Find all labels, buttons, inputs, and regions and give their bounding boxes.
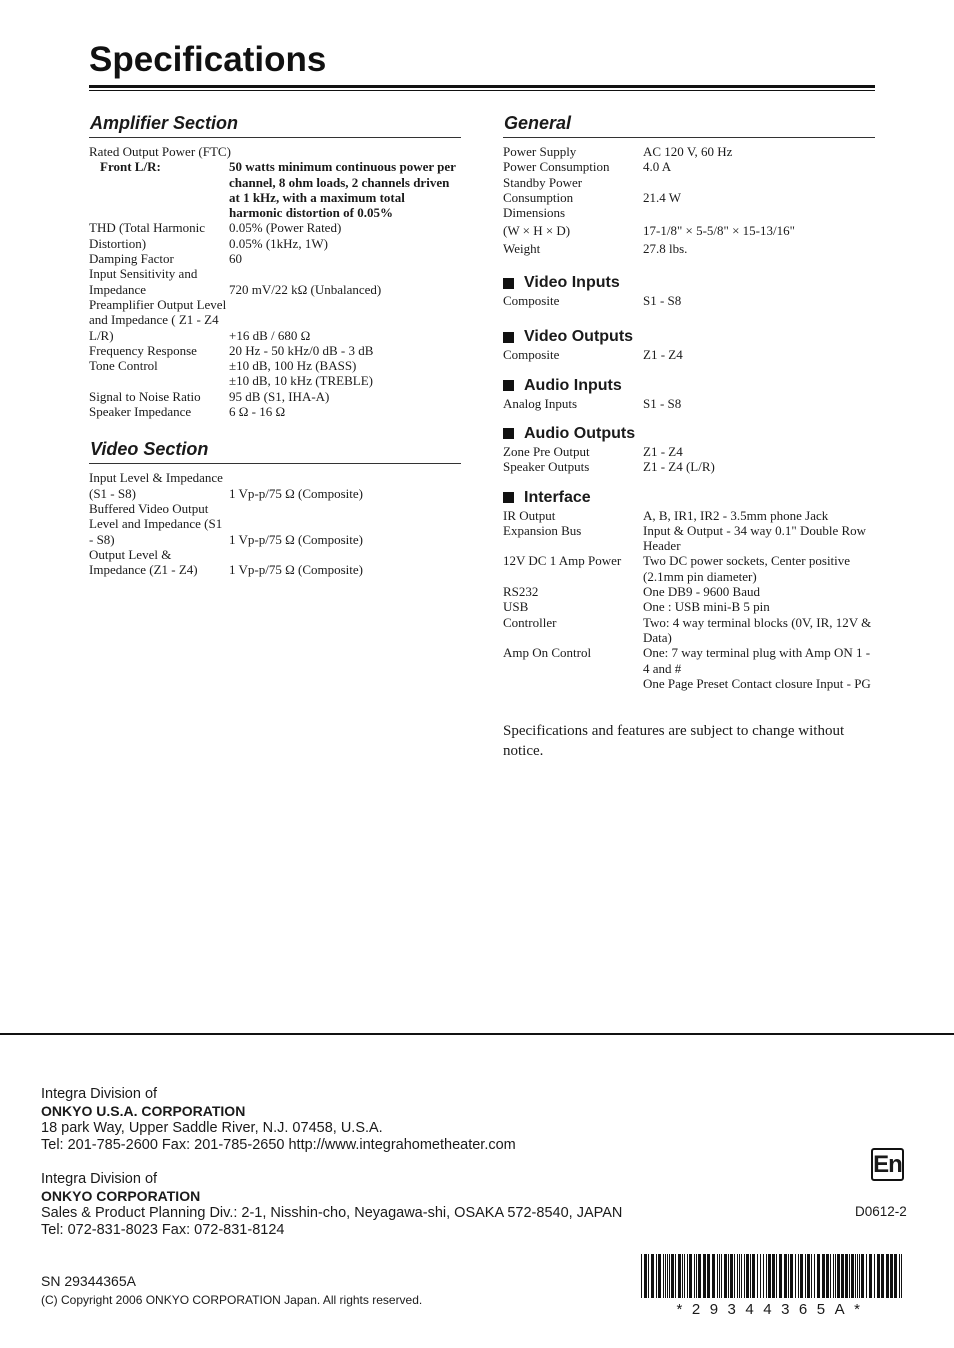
barcode-bar	[741, 1254, 742, 1298]
barcode-bar	[682, 1254, 683, 1298]
video-input-label: Input Level & Impedance (S1 - S8)	[89, 470, 223, 501]
dimensions-label: Dimensions (W × H × D)	[503, 205, 571, 239]
barcode-bar	[835, 1254, 836, 1298]
barcode-bar	[734, 1254, 735, 1298]
front-lr-row	[89, 159, 461, 220]
barcode-bar	[651, 1254, 654, 1298]
ir-output-row	[503, 508, 875, 523]
barcode-bar	[859, 1254, 860, 1298]
speaker-impedance-label: Speaker Impedance	[89, 404, 192, 420]
footer-rule	[0, 1033, 954, 1035]
general-spec-list	[503, 144, 875, 256]
amplifier-spec-list	[89, 144, 461, 419]
barcode-bar	[644, 1254, 647, 1298]
audio-inputs-heading: Audio Inputs	[503, 377, 875, 395]
barcode-bar	[696, 1254, 697, 1298]
ir-output-value: A, B, IR1, IR2 - 3.5mm phone Jack	[643, 507, 829, 523]
barcode-bar	[728, 1254, 729, 1298]
audio-inputs-value: S1 - S8	[643, 395, 682, 411]
thd-value: 0.05% (Power Rated) 0.05% (1kHz, 1W)	[229, 220, 342, 251]
thd-label: THD (Total Harmonic Distortion)	[89, 220, 206, 251]
ir-output-label: IR Output	[503, 507, 556, 523]
barcode-bar	[712, 1254, 715, 1298]
standby-value: 21.4 W	[643, 189, 682, 205]
barcode-bar	[798, 1254, 799, 1298]
barcode-bar	[746, 1254, 749, 1298]
tone-row	[89, 358, 461, 389]
barcode-bar	[874, 1254, 875, 1298]
japan-address-block	[41, 1171, 622, 1239]
barcode-bar	[658, 1254, 661, 1298]
right-column	[503, 113, 875, 761]
amp-on-row	[503, 645, 875, 691]
barcode-bar	[790, 1254, 793, 1298]
barcode-bar	[807, 1254, 810, 1298]
barcode-bar	[752, 1254, 755, 1298]
rs232-row	[503, 584, 875, 599]
audio-inputs-label: Analog Inputs	[503, 395, 578, 411]
snr-value: 95 dB (S1, IHA-A)	[229, 388, 330, 404]
barcode-bar	[855, 1254, 856, 1298]
preamp-output-value: +16 dB / 680 Ω	[229, 327, 311, 343]
barcode-bar	[877, 1254, 880, 1298]
barcode-bar	[814, 1254, 815, 1298]
input-sensitivity-row	[89, 266, 461, 297]
dimensions-row	[503, 205, 875, 239]
dc-power-value: Two DC power sockets, Center positive (2.1mm pin diameter)	[643, 553, 851, 584]
speaker-outputs-row	[503, 459, 875, 474]
barcode-bar	[665, 1254, 666, 1298]
barcode-bar	[841, 1254, 844, 1298]
barcode-bar	[788, 1254, 789, 1298]
square-bullet-icon	[503, 332, 514, 343]
weight-value: 27.8 lbs.	[643, 240, 688, 256]
barcode-bar	[648, 1254, 649, 1298]
zone-pre-row	[503, 444, 875, 459]
usb-value: One : USB mini-B 5 pin	[643, 599, 770, 615]
serial-number: SN 29344365A	[41, 1273, 136, 1289]
video-outputs-label: Composite	[503, 347, 560, 363]
barcode-bar	[811, 1254, 812, 1298]
speaker-outputs-value: Z1 - Z4 (L/R)	[643, 459, 715, 475]
barcode-bar	[869, 1254, 872, 1298]
barcode-bar	[830, 1254, 831, 1298]
barcode-bar	[739, 1254, 740, 1298]
barcode-bar	[881, 1254, 884, 1298]
expansion-bus-value: Input & Output - 34 way 0.1" Double Row Header	[643, 522, 867, 554]
expansion-bus-label: Expansion Bus	[503, 522, 582, 538]
barcode-bar	[866, 1254, 867, 1298]
usa-address: 18 park Way, Upper Saddle River, N.J. 07458, U.S.A.	[41, 1120, 383, 1136]
barcode-bar	[717, 1254, 718, 1298]
barcode-bar	[669, 1254, 670, 1298]
expansion-bus-row	[503, 523, 875, 554]
barcode-bar	[737, 1254, 738, 1298]
video-spec-list	[89, 470, 461, 577]
barcode-icon	[641, 1254, 905, 1298]
dc-power-row	[503, 553, 875, 584]
video-section-heading: Video Section	[89, 439, 461, 464]
language-badge: En	[871, 1148, 904, 1181]
barcode-bar	[901, 1254, 902, 1298]
rated-output-label: Rated Output Power (FTC)	[89, 144, 231, 159]
controller-row	[503, 615, 875, 646]
video-input-row	[89, 470, 461, 501]
video-output-value: 1 Vp-p/75 Ω (Composite)	[229, 562, 363, 578]
barcode-bar	[826, 1254, 829, 1298]
barcode-bar	[772, 1254, 775, 1298]
preamp-output-label: Preamplifier Output Level and Impedance ( Z1 - Z4 L/R)	[89, 296, 227, 343]
usa-division: Integra Division of	[41, 1086, 158, 1102]
power-consumption-label: Power Consumption	[503, 159, 610, 175]
video-outputs-list	[503, 347, 875, 362]
video-outputs-value: Z1 - Z4	[643, 347, 683, 363]
dc-power-label: 12V DC 1 Amp Power	[503, 553, 622, 569]
power-consumption-value: 4.0 A	[643, 159, 672, 175]
barcode-bar	[663, 1254, 664, 1298]
page-title: Specifications	[89, 40, 327, 79]
usa-contact: Tel: 201-785-2600 Fax: 201-785-2650 http://www.integrahometheater.com	[41, 1137, 516, 1153]
barcode-bar	[890, 1254, 893, 1298]
barcode-bar	[744, 1254, 745, 1298]
barcode-bar	[641, 1254, 642, 1298]
barcode-bar	[845, 1254, 848, 1298]
video-inputs-label: Composite	[503, 293, 560, 309]
japan-address: Sales & Product Planning Div.: 2-1, Nisshin-cho, Neyagawa-shi, OSAKA 572-8540, JAPAN	[41, 1205, 623, 1221]
weight-label: Weight	[503, 240, 541, 256]
speaker-impedance-row	[89, 404, 461, 419]
power-consumption-row	[503, 159, 875, 174]
frequency-value: 20 Hz - 50 kHz/0 dB - 3 dB	[229, 342, 374, 358]
zone-pre-label: Zone Pre Output	[503, 443, 590, 459]
barcode-text: *29344365A*	[676, 1301, 870, 1318]
audio-inputs-list	[503, 396, 875, 411]
barcode-bar	[684, 1254, 685, 1298]
input-sensitivity-label: Input Sensitivity and Impedance	[89, 266, 198, 297]
video-inputs-row	[503, 293, 875, 308]
barcode-bar	[678, 1254, 681, 1298]
rs232-value: One DB9 - 9600 Baud	[643, 584, 760, 600]
barcode-bar	[703, 1254, 706, 1298]
usa-address-block	[41, 1086, 516, 1154]
damping-value: 60	[229, 251, 242, 267]
amplifier-section-heading: Amplifier Section	[89, 113, 461, 138]
barcode-bar	[899, 1254, 900, 1298]
controller-label: Controller	[503, 614, 557, 630]
damping-label: Damping Factor	[89, 251, 174, 267]
front-lr-label: Front L/R:	[100, 159, 161, 175]
japan-contact: Tel: 072-831-8023 Fax: 072-831-8124	[41, 1222, 285, 1238]
amp-on-value: One: 7 way terminal plug with Amp ON 1 - 4 and # One Page Preset Contact closure Input - PG	[643, 645, 871, 691]
barcode-bar	[730, 1254, 733, 1298]
barcode-bar	[671, 1254, 674, 1298]
barcode-bar	[766, 1254, 767, 1298]
video-output-row	[89, 547, 461, 578]
buffered-output-row	[89, 501, 461, 547]
weight-row	[503, 241, 875, 256]
barcode-bar	[675, 1254, 676, 1298]
power-supply-value: AC 120 V, 60 Hz	[643, 144, 733, 159]
barcode-bar	[768, 1254, 771, 1298]
dimensions-value: 17-1/8" × 5-5/8" × 15-13/16"	[643, 223, 795, 239]
standby-label: Standby Power Consumption	[503, 174, 583, 205]
barcode-bar	[822, 1254, 825, 1298]
barcode-bar	[719, 1254, 720, 1298]
video-outputs-row	[503, 347, 875, 362]
audio-outputs-list	[503, 444, 875, 475]
barcode-bar	[721, 1254, 722, 1298]
barcode-bar	[805, 1254, 806, 1298]
snr-row	[89, 389, 461, 404]
copyright: (C) Copyright 2006 ONKYO CORPORATION Japan. All rights reserved.	[41, 1293, 423, 1307]
square-bullet-icon	[503, 380, 514, 391]
barcode-bar	[849, 1254, 850, 1298]
general-section-heading: General	[503, 113, 875, 138]
speaker-impedance-value: 6 Ω - 16 Ω	[229, 404, 286, 420]
interface-list	[503, 508, 875, 692]
title-rule	[89, 85, 875, 88]
barcode-bar	[784, 1254, 787, 1298]
power-supply-row	[503, 144, 875, 159]
barcode-bar	[698, 1254, 701, 1298]
barcode-bar	[656, 1254, 657, 1298]
video-output-label: Output Level & Impedance (Z1 - Z4)	[89, 546, 198, 578]
barcode-bar	[817, 1254, 820, 1298]
barcode-bar	[763, 1254, 764, 1298]
video-inputs-list	[503, 293, 875, 308]
barcode-bar	[667, 1254, 668, 1298]
barcode-bar	[757, 1254, 758, 1298]
video-inputs-heading: Video Inputs	[503, 274, 875, 292]
buffered-output-value: 1 Vp-p/75 Ω (Composite)	[229, 531, 363, 547]
damping-row	[89, 251, 461, 266]
barcode-bar	[795, 1254, 796, 1298]
japan-division: Integra Division of	[41, 1171, 158, 1187]
input-sensitivity-value: 720 mV/22 kΩ (Unbalanced)	[229, 281, 382, 297]
buffered-output-label: Buffered Video Output Level and Impedance (S1 - S8)	[89, 500, 223, 547]
title-rule-thin	[89, 90, 875, 91]
barcode-bar	[800, 1254, 803, 1298]
controller-value: Two: 4 way terminal blocks (0V, IR, 12V & Data)	[643, 614, 872, 645]
document-code: D0612-2	[855, 1204, 907, 1219]
barcode-bar	[687, 1254, 688, 1298]
left-column	[89, 113, 461, 577]
square-bullet-icon	[503, 428, 514, 439]
usa-corporation: ONKYO U.S.A. CORPORATION	[41, 1103, 246, 1119]
preamp-output-row	[89, 297, 461, 343]
barcode-bar	[857, 1254, 858, 1298]
barcode-bar	[894, 1254, 897, 1298]
barcode-bar	[776, 1254, 777, 1298]
change-notice: Specifications and features are subject to change without notice.	[503, 723, 845, 760]
barcode-bar	[837, 1254, 840, 1298]
barcode-bar	[886, 1254, 889, 1298]
snr-label: Signal to Noise Ratio	[89, 388, 201, 404]
front-lr-value: 50 watts minimum continuous power per channel, 8 ohm loads, 2 channels driven at 1 kHz, with a maximum total harmonic distortion of 0.05%	[229, 159, 456, 221]
barcode-bar	[851, 1254, 854, 1298]
square-bullet-icon	[503, 278, 514, 289]
barcode-bar	[689, 1254, 692, 1298]
interface-heading: Interface	[503, 489, 875, 507]
rs232-label: RS232	[503, 584, 539, 600]
barcode-bar	[707, 1254, 710, 1298]
tone-value: ±10 dB, 100 Hz (BASS) ±10 dB, 10 kHz (TREBLE)	[229, 358, 373, 389]
usb-label: USB	[503, 599, 529, 615]
frequency-row	[89, 343, 461, 358]
video-inputs-value: S1 - S8	[643, 293, 682, 309]
japan-corporation: ONKYO CORPORATION	[41, 1188, 201, 1204]
frequency-label: Frequency Response	[89, 342, 197, 358]
thd-row	[89, 220, 461, 251]
video-outputs-heading: Video Outputs	[503, 328, 875, 346]
audio-outputs-heading: Audio Outputs	[503, 425, 875, 443]
barcode-bar	[833, 1254, 834, 1298]
amp-on-label: Amp On Control	[503, 645, 592, 661]
square-bullet-icon	[503, 492, 514, 503]
barcode-bar	[861, 1254, 864, 1298]
power-supply-label: Power Supply	[503, 144, 577, 159]
usb-row	[503, 599, 875, 614]
speaker-outputs-label: Speaker Outputs	[503, 459, 590, 475]
barcode-bar	[694, 1254, 695, 1298]
barcode-bar	[750, 1254, 751, 1298]
barcode-bar	[760, 1254, 761, 1298]
tone-label: Tone Control	[89, 358, 158, 374]
barcode-bar	[724, 1254, 727, 1298]
zone-pre-value: Z1 - Z4	[643, 443, 683, 459]
standby-row	[503, 175, 875, 206]
video-input-value: 1 Vp-p/75 Ω (Composite)	[229, 485, 363, 501]
barcode-bar	[779, 1254, 782, 1298]
audio-inputs-row	[503, 396, 875, 411]
